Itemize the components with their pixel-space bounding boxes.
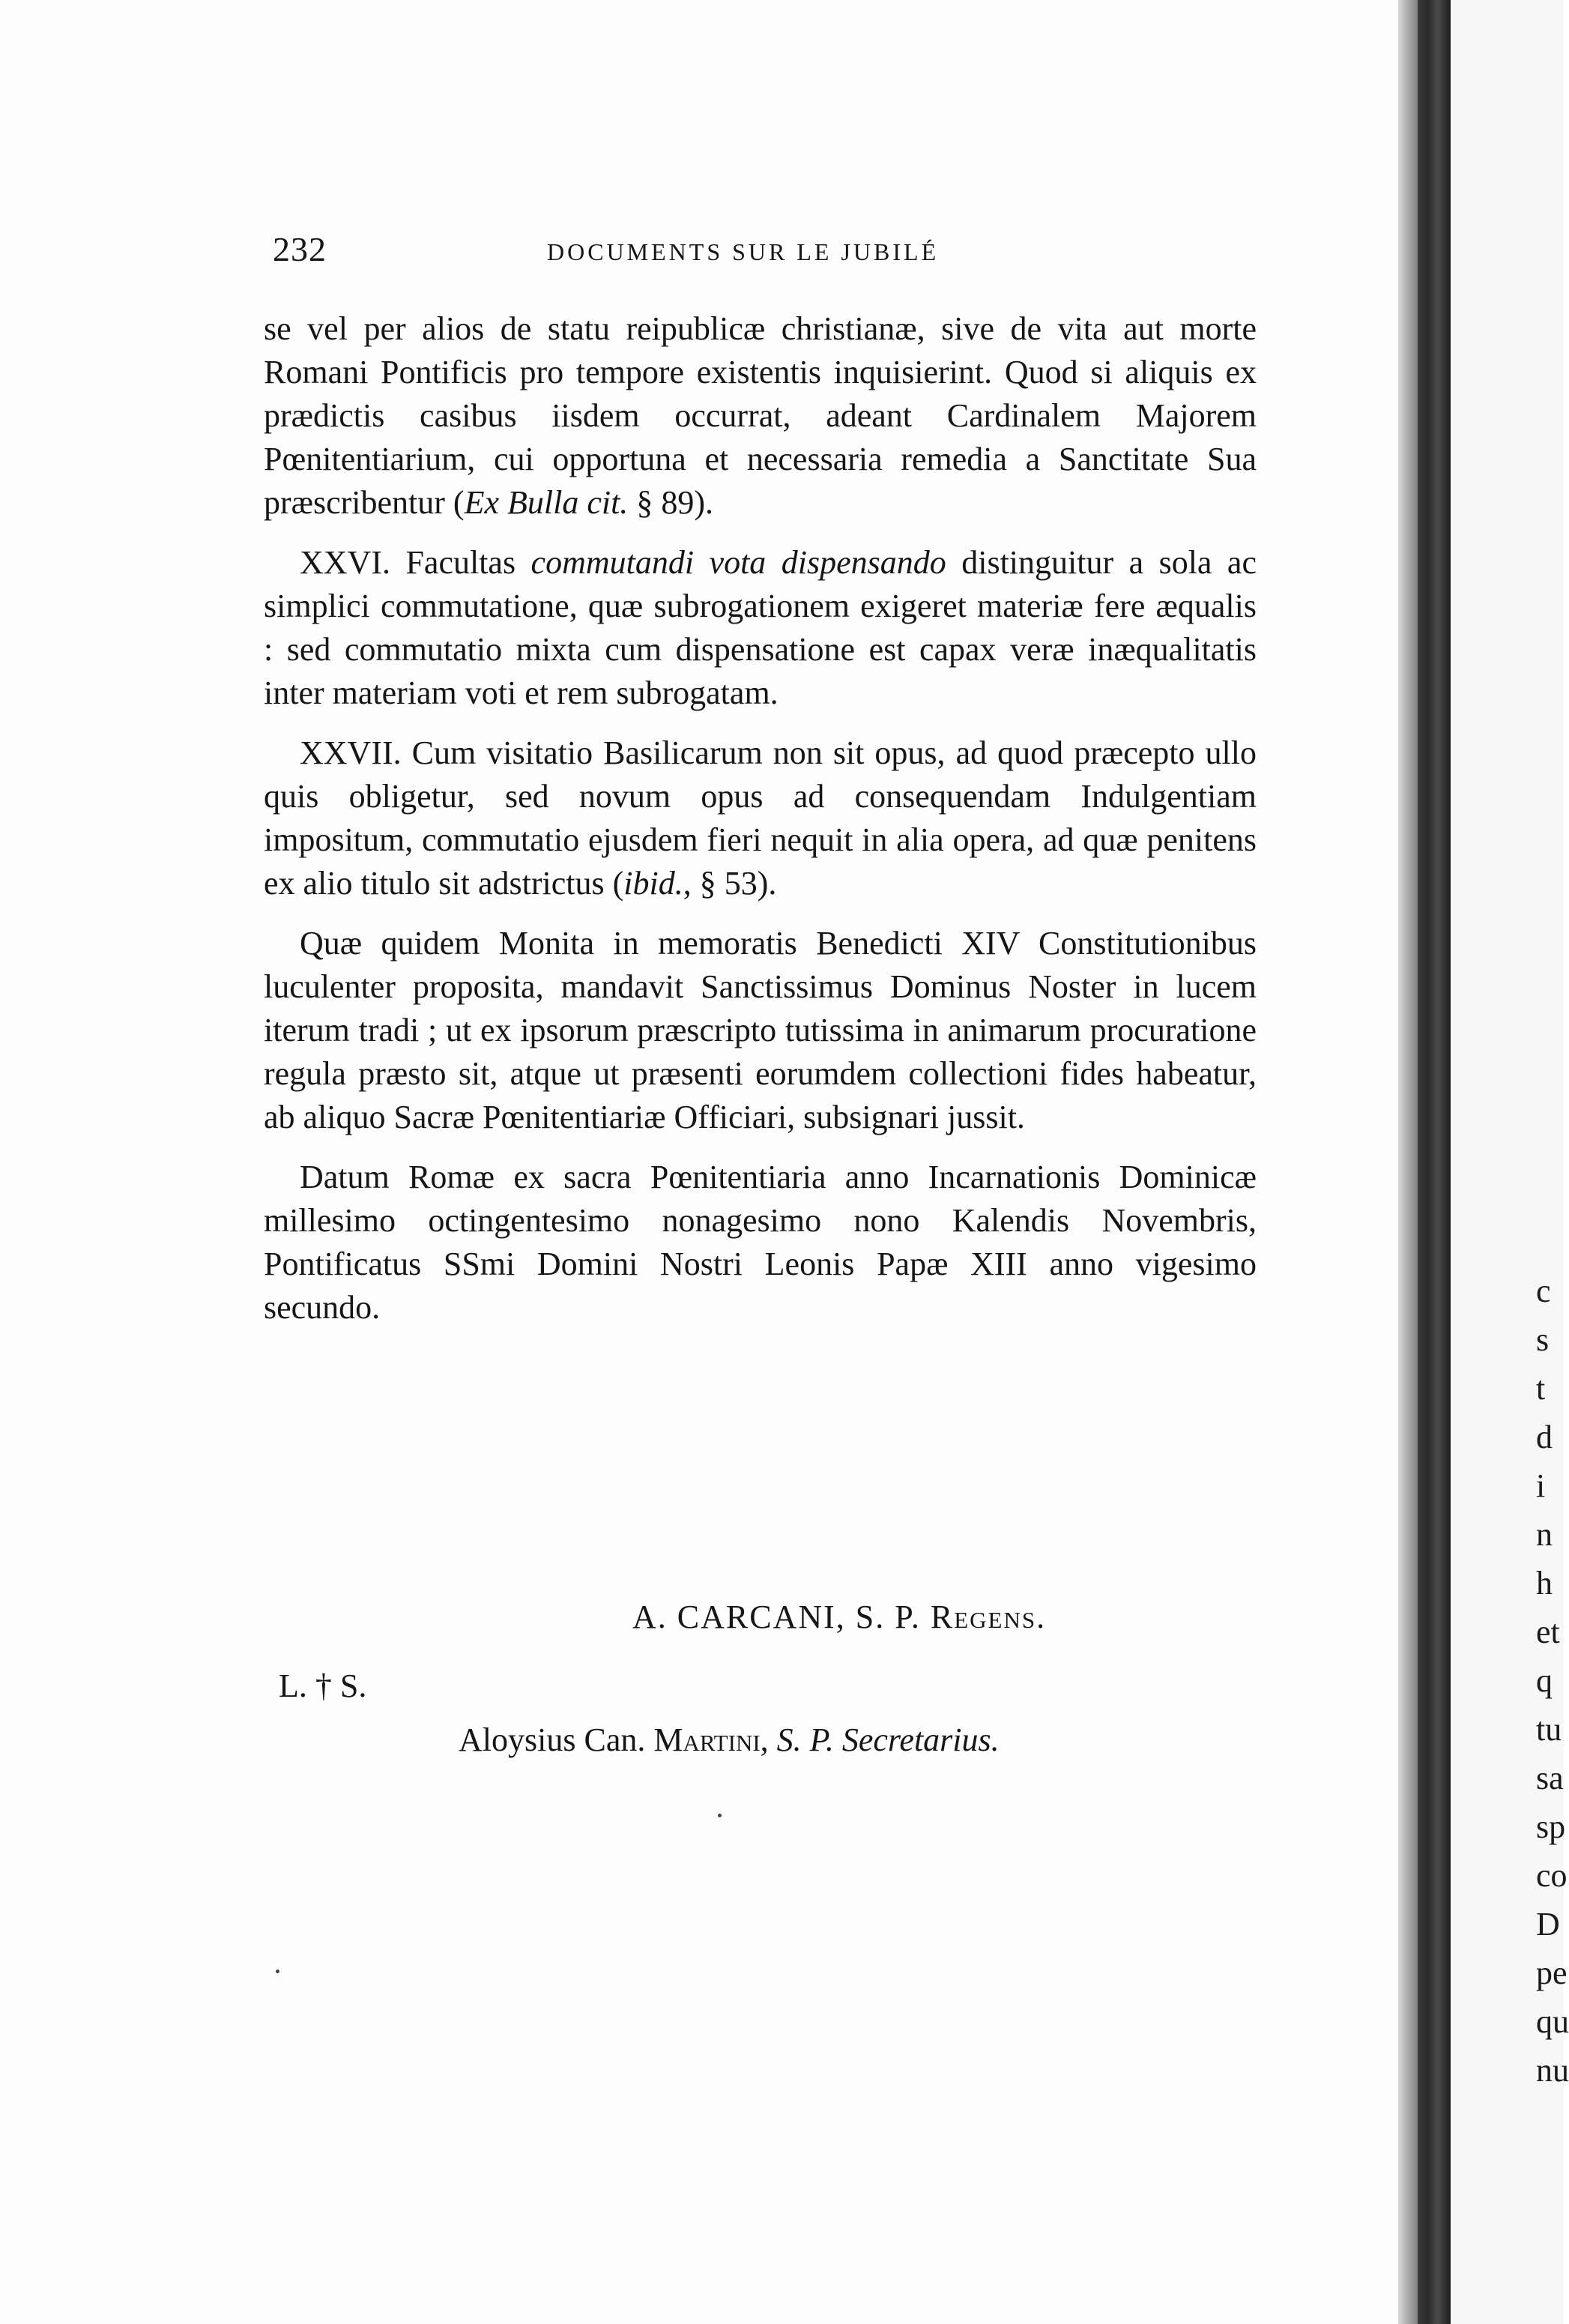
print-speck <box>276 1970 279 1973</box>
running-title: DOCUMENTS SUR LE JUBILÉ <box>547 238 940 265</box>
paragraph-xxvi <box>264 541 1257 715</box>
facing-page-fragment: i <box>1536 1467 1546 1504</box>
facing-page-fragment: h <box>1536 1565 1553 1602</box>
text-run: XXVII. Cum visitatio Basilicarum non sit opus, ad quod præcepto ullo quis obligetur, sed novum opus ad consequendam Indulgentiam impositum, commutatio ejusdem fieri nequit in alia opera, ad quæ penitens ex alio titulo sit adstrictus ( <box>264 734 1257 902</box>
facing-page-fragment: s <box>1536 1321 1550 1358</box>
seal-mark: L. † S. <box>279 1667 367 1704</box>
body-text <box>264 307 1257 1346</box>
facing-page-fragment: sp <box>1536 1808 1566 1845</box>
facing-page-fragment: tu <box>1536 1711 1562 1748</box>
text-run: Quæ quidem Monita in memoratis Benedicti XIV Constitutionibus luculenter proposita, mandavit Sanctissimus Dominus Noster in lucem iterum tradi ; ut ex ipsorum præscripto tutissima in animarum procuratione regula præsto sit, atque ut præsenti eorumdem collectioni fides habeatur, ab aliquo Sacræ Pœnitentiariæ Officiari, subsignari jussit. <box>264 925 1257 1135</box>
secretary-title: S. P. Secretarius. <box>776 1721 1000 1758</box>
term-italic: commutandi vota dispensando <box>530 544 946 581</box>
secretary-name: Martini, <box>653 1721 769 1758</box>
text-run: § 89). <box>628 484 713 521</box>
paragraph-xxvii <box>264 731 1257 905</box>
signature-secretary <box>459 1721 1000 1759</box>
facing-page-fragment: pe <box>1536 1955 1568 1991</box>
paragraph-datum <box>264 1156 1257 1329</box>
running-head <box>273 229 1022 274</box>
facing-page-fragment: n <box>1536 1516 1553 1553</box>
text-run: , § 53). <box>683 865 777 902</box>
book-spine <box>1418 0 1451 2324</box>
text-run: distinguitur a sola ac simplici commutatione, quæ subrogationem exigeret materiæ fere æqualis : sed commutatio mixta cum dispensatione est capax veræ inæqualitatis inter materiam voti et rem subrogatam. <box>264 544 1257 711</box>
secretary-prefix: Aloysius Can. <box>459 1721 646 1758</box>
facing-page-text-fragments <box>1536 1267 1569 2095</box>
paragraph-continuation <box>264 307 1257 525</box>
paragraph-monita <box>264 922 1257 1139</box>
text-run: se vel per alios de statu reipublicæ christianæ, sive de vita aut morte Romani Pontificis pro tempore existentis inquisierint. Quod si aliquis ex prædictis casibus iisdem occurrat, adeant Cardinalem Majorem Pœnitentiarium, cui opportuna et necessaria remedia a Sanctitate Sua præscribentur ( <box>264 310 1257 521</box>
regens-name: A. CARCANI, S. P. <box>632 1599 921 1635</box>
print-speck <box>718 1814 722 1817</box>
facing-page-fragment: c <box>1536 1273 1551 1309</box>
page-number: 232 <box>273 230 327 268</box>
text-run: Datum Romæ ex sacra Pœnitentiaria anno Incarnationis Dominicæ millesimo octingentesimo nonagesimo nono Kalendis Novembris, Pontificatus SSmi Domini Nostri Leonis Papæ XIII anno vigesimo secundo. <box>264 1159 1257 1326</box>
citation-italic: Ex Bulla cit. <box>464 484 629 521</box>
facing-page-fragment: et <box>1536 1614 1560 1650</box>
facing-page-fragment: q <box>1536 1662 1553 1699</box>
facing-page-fragment: co <box>1536 1857 1568 1894</box>
facing-page-fragment: t <box>1536 1370 1546 1407</box>
facing-page-fragment: d <box>1536 1419 1553 1455</box>
text-run: XXVI. Facultas <box>300 544 531 581</box>
facing-page-fragment: D <box>1536 1906 1560 1943</box>
facing-page-fragment: sa <box>1536 1760 1564 1796</box>
facing-page-fragment: qu <box>1536 2003 1569 2040</box>
facing-page-fragment: nu <box>1536 2052 1569 2089</box>
regens-title: Regens. <box>930 1599 1047 1635</box>
citation-italic: ibid. <box>623 865 683 902</box>
signature-regens <box>632 1598 1046 1636</box>
